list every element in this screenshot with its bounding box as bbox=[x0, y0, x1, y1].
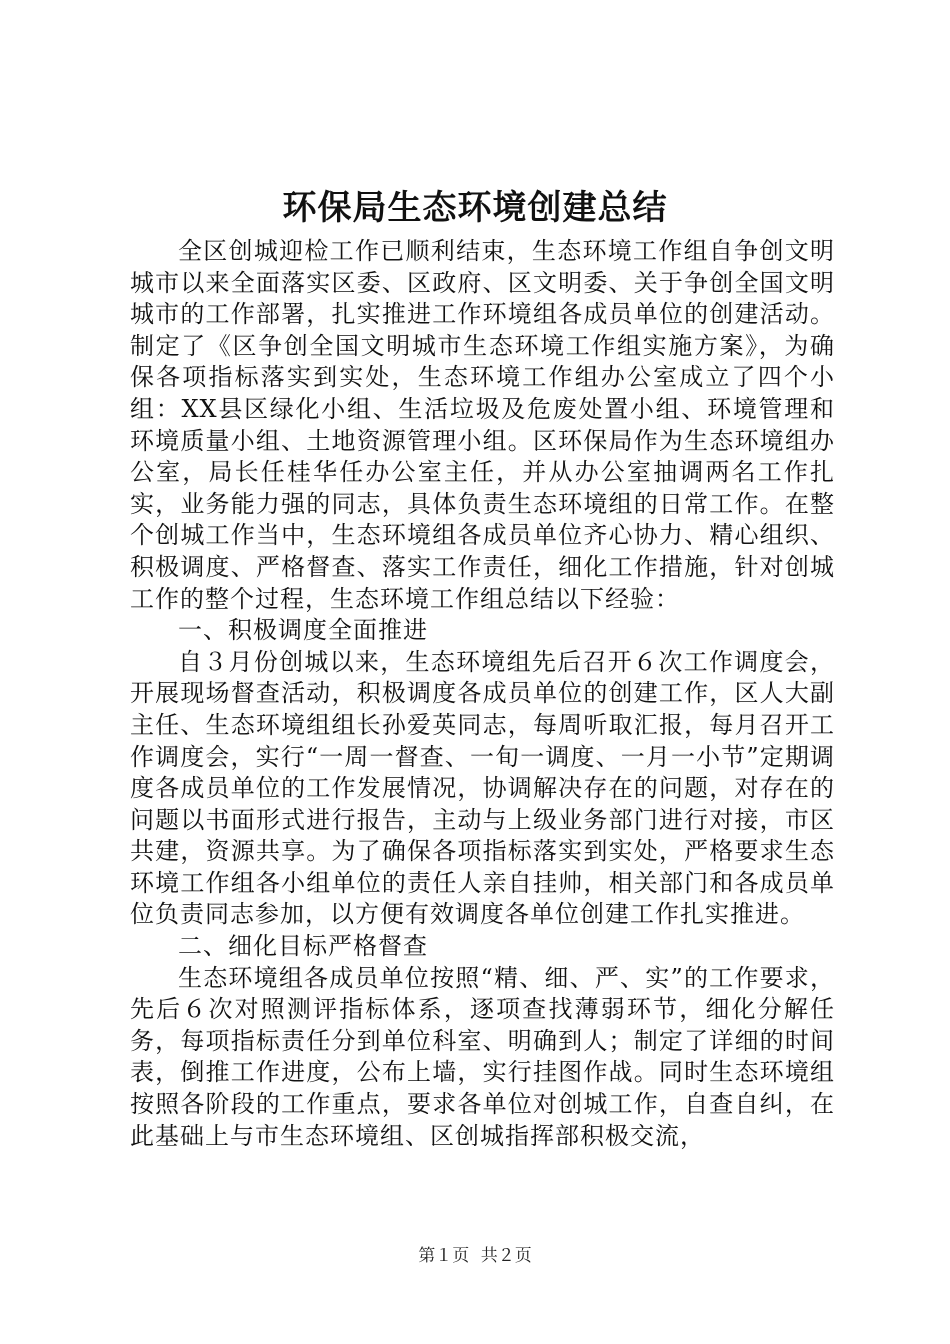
section-heading-1: 一、积极调度全面推进 bbox=[178, 616, 428, 645]
page-footer bbox=[0, 1244, 950, 1268]
paragraph-intro: 全区创城迎检工作已顺利结束，生态环境工作组自争创文明城市以来全面落实区委、区政府、区文明委、关于争创全国文明城市的工作部署，扎实推进工作环境组各成员单位的创建活动。制定了《区争创全国文明城市生态环境工作组实施方案》，为确保各项指标落实到实处，生态环境工作组办公室成立了四个小组：XX县区绿化小组、生活垃圾及危废处置小组、环境管理和环境质量小组、土地资源管理小组。区环保局作为生态环境组办公室，局长任桂华任办公室主任，并从办公室抽调两名工作扎实，业务能力强的同志，具体负责生态环境组的日常工作。在整个创城工作当中，生态环境组各成员单位齐心协力、精心组织、积极调度、严格督查、落实工作责任，细化工作措施，针对创城工作的整个过程，生态环境工作组总结以下经验： bbox=[130, 237, 835, 613]
document-body bbox=[130, 236, 835, 1152]
document-title: 环保局生态环境创建总结 bbox=[282, 188, 668, 228]
page-total: 共２页 bbox=[480, 1246, 532, 1266]
section-heading-2: 二、细化目标严格督查 bbox=[178, 932, 428, 961]
paragraph-section-1: 自３月份创城以来，生态环境组先后召开６次工作调度会，开展现场督查活动，积极调度各成员单位的创建工作，区人大副主任、生态环境组组长孙爱英同志，每周听取汇报，每月召开工作调度会，实行“一周一督查、一旬一调度、一月一小节”定期调度各成员单位的工作发展情况，协调解决存在的问题，对存在的问题以书面形式进行报告，主动与上级业务部门进行对接，市区共建，资源共享。为了确保各项指标落实到实处，严格要求生态环境工作组各小组单位的责任人亲自挂帅，相关部门和各成员单位负责同志参加，以方便有效调度各单位创建工作扎实推进。 bbox=[130, 647, 835, 929]
page-number: 第１页 bbox=[418, 1246, 470, 1266]
paragraph-section-2: 生态环境组各成员单位按照“精、细、严、实”的工作要求，先后６次对照测评指标体系，逐项查找薄弱环节，细化分解任务，每项指标责任分到单位科室、明确到人；制定了详细的时间表，倒推工作进度，公布上墙，实行挂图作战。同时生态环境组按照各阶段的工作重点，要求各单位对创城工作，自查自纠，在此基础上与市生态环境组、区创城指挥部积极交流， bbox=[130, 963, 835, 1150]
